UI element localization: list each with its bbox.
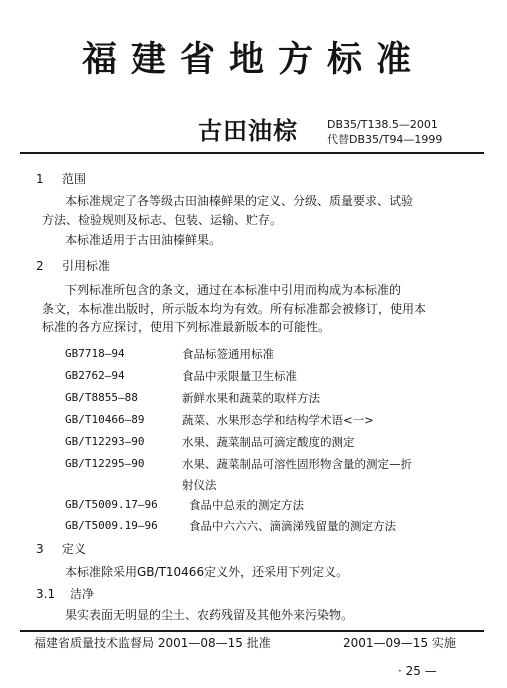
section-number: 3.1 [36, 587, 56, 601]
section-number: 2 [36, 259, 44, 273]
reference-title: 食品中六六六、滴滴涕残留量的测定方法 [189, 519, 396, 533]
header-divider [20, 152, 484, 154]
reference-title: 蔬菜、水果形态学和结构学术语<一> [182, 413, 374, 427]
section-title: 洁净 [70, 587, 95, 601]
section-title: 范围 [62, 172, 87, 186]
standard-code: DB35/T138.5—2001 [327, 118, 438, 131]
reference-code: GB7718—94 [65, 347, 125, 360]
reference-code: GB/T10466—89 [65, 413, 145, 426]
section-3-1-paragraph [65, 606, 353, 625]
paragraph-line: 下列标准所包含的条文，通过在本标准中引用而构成为本标准的 [65, 283, 402, 297]
section-2-heading [36, 257, 110, 275]
reference-title: 新鲜水果和蔬菜的取样方法 [182, 391, 320, 405]
footer-divider [20, 630, 484, 632]
reference-title-line: 射仪法 [182, 478, 217, 492]
section-3-paragraph [65, 563, 348, 582]
paragraph-line: 本标准规定了各等级古田油榛鲜果的定义、分级、质量要求、试验 [65, 194, 414, 208]
reference-title: 食品中汞限量卫生标准 [182, 369, 297, 383]
reference-code: GB2762—94 [65, 369, 125, 382]
paragraph-line: 果实表面无明显的尘土、农药残留及其他外来污染物。 [65, 608, 354, 622]
section-number: 1 [36, 172, 44, 186]
section-1-heading [36, 170, 86, 188]
section-3-1-heading [36, 585, 94, 603]
paragraph-line: 方法、检验规则及标志、包装、运输、贮存。 [42, 212, 283, 227]
standard-name: 古田油棕 [198, 117, 298, 145]
section-3-heading [36, 540, 86, 558]
reference-code: GB/T8855—88 [65, 391, 138, 404]
standard-codes [327, 117, 442, 147]
section-1-paragraph [42, 192, 413, 250]
section-title: 引用标准 [62, 259, 111, 273]
paragraph-line: 标准的各方应探讨，使用下列标准最新版本的可能性。 [42, 320, 331, 334]
replaces-code: 代替DB35/T94—1999 [327, 133, 443, 146]
reference-title: 食品中总汞的测定方法 [189, 498, 304, 512]
reference-title [182, 455, 412, 494]
main-title: 福建省地方标准 [81, 40, 425, 80]
reference-code: GB/T12295—90 [65, 457, 145, 470]
reference-code: GB/T5009.19—96 [65, 519, 158, 532]
paragraph-line: 本标准适用于古田油榛鲜果。 [65, 233, 222, 247]
issue-statement: 福建省质量技术监督局 2001—08—15 批准 [34, 636, 271, 650]
effective-statement: 2001—09—15 实施 [343, 636, 456, 650]
page-number: · 25 — [398, 664, 437, 678]
section-number: 3 [36, 542, 44, 556]
paragraph-line: 条文，本标准出版时，所示版本均为有效。所有标准都会被修订，使用本 [42, 301, 427, 316]
section-2-paragraph [42, 281, 426, 337]
reference-code: GB/T12293—90 [65, 435, 145, 448]
reference-title: 食品标签通用标准 [182, 347, 274, 361]
paragraph-line: 本标准除采用GB/T10466定义外，还采用下列定义。 [65, 565, 349, 579]
reference-code: GB/T5009.17—96 [65, 498, 158, 511]
reference-title: 水果、蔬菜制品可滴定酸度的测定 [182, 435, 355, 449]
section-title: 定义 [62, 542, 87, 556]
reference-title-line: 水果、蔬菜制品可溶性固形物含量的测定—折 [182, 457, 412, 471]
